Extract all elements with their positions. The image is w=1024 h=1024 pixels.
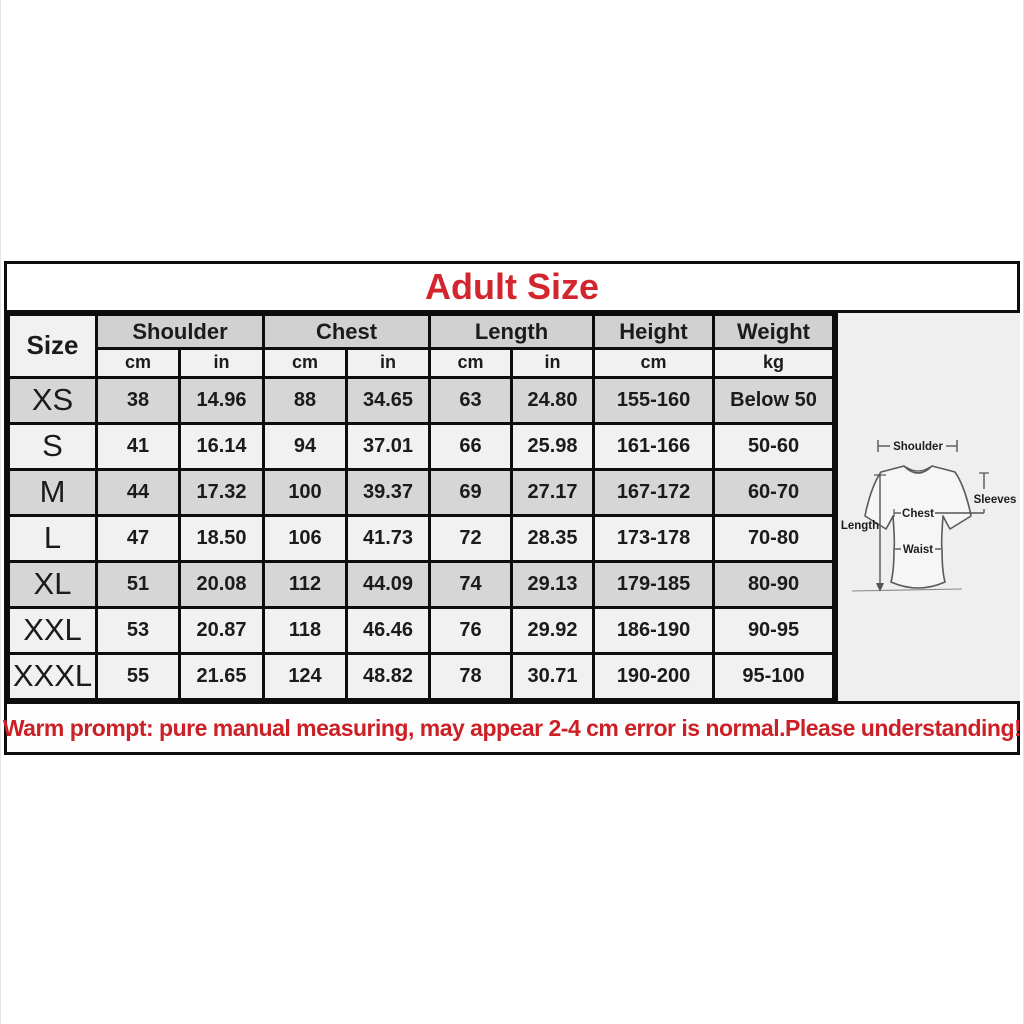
cell-weight-kg: 90-95 bbox=[714, 607, 834, 653]
unit-length-cm: cm bbox=[430, 349, 512, 377]
cell-height-cm: 167-172 bbox=[594, 469, 714, 515]
table-row-s bbox=[9, 423, 834, 469]
cell-shoulder-in: 21.65 bbox=[180, 653, 264, 699]
cell-chest-in: 46.46 bbox=[347, 607, 430, 653]
measurement-diagram-panel bbox=[835, 313, 1020, 701]
cell-shoulder-in: 20.87 bbox=[180, 607, 264, 653]
header-row-units bbox=[9, 349, 834, 377]
cell-shoulder-cm: 38 bbox=[97, 377, 180, 423]
cell-length-cm: 78 bbox=[430, 653, 512, 699]
column-header-weight: Weight bbox=[714, 315, 834, 349]
cell-length-cm: 76 bbox=[430, 607, 512, 653]
diagram-label-sleeves: Sleeves bbox=[973, 494, 1017, 506]
cell-chest-in: 39.37 bbox=[347, 469, 430, 515]
column-header-shoulder: Shoulder bbox=[97, 315, 264, 349]
warning-text: Warm prompt: pure manual measuring, may appear 2-4 cm error is normal.Please understanding! bbox=[2, 714, 1022, 741]
unit-shoulder-in: in bbox=[180, 349, 264, 377]
tshirt-outline bbox=[865, 466, 971, 588]
unit-weight-kg: kg bbox=[714, 349, 834, 377]
tshirt-measurement-diagram bbox=[838, 313, 1020, 705]
cell-length-cm: 72 bbox=[430, 515, 512, 561]
size-chart-sheet bbox=[4, 261, 1020, 755]
cell-shoulder-cm: 55 bbox=[97, 653, 180, 699]
cell-weight-kg: 95-100 bbox=[714, 653, 834, 699]
cell-shoulder-in: 14.96 bbox=[180, 377, 264, 423]
table-row-xl bbox=[9, 561, 834, 607]
size-label: XXXL bbox=[9, 653, 97, 699]
cell-weight-kg: 80-90 bbox=[714, 561, 834, 607]
cell-shoulder-cm: 51 bbox=[97, 561, 180, 607]
diagram-label-waist: Waist bbox=[902, 544, 934, 556]
cell-height-cm: 155-160 bbox=[594, 377, 714, 423]
cell-chest-in: 48.82 bbox=[347, 653, 430, 699]
cell-chest-cm: 118 bbox=[264, 607, 347, 653]
size-label: XL bbox=[9, 561, 97, 607]
cell-length-in: 29.92 bbox=[512, 607, 594, 653]
warning-bar bbox=[2, 701, 1022, 752]
size-label: XS bbox=[9, 377, 97, 423]
table-row-l bbox=[9, 515, 834, 561]
unit-chest-cm: cm bbox=[264, 349, 347, 377]
cell-chest-in: 34.65 bbox=[347, 377, 430, 423]
table-row-xs bbox=[9, 377, 834, 423]
cell-shoulder-in: 18.50 bbox=[180, 515, 264, 561]
cell-height-cm: 179-185 bbox=[594, 561, 714, 607]
table-row-xxl bbox=[9, 607, 834, 653]
cell-chest-cm: 106 bbox=[264, 515, 347, 561]
cell-shoulder-cm: 41 bbox=[97, 423, 180, 469]
page-title: Adult Size bbox=[424, 266, 599, 307]
cell-shoulder-cm: 44 bbox=[97, 469, 180, 515]
cell-shoulder-in: 16.14 bbox=[180, 423, 264, 469]
header-row-groups bbox=[9, 315, 834, 349]
table-row-xxxl bbox=[9, 653, 834, 699]
cell-weight-kg: Below 50 bbox=[714, 377, 834, 423]
cell-length-in: 29.13 bbox=[512, 561, 594, 607]
cell-chest-cm: 124 bbox=[264, 653, 347, 699]
cell-height-cm: 173-178 bbox=[594, 515, 714, 561]
cell-length-in: 25.98 bbox=[512, 423, 594, 469]
size-label: XXL bbox=[9, 607, 97, 653]
cell-length-cm: 69 bbox=[430, 469, 512, 515]
diagram-label-length: Length bbox=[840, 520, 880, 532]
unit-length-in: in bbox=[512, 349, 594, 377]
chart-content bbox=[7, 313, 1017, 701]
cell-shoulder-in: 17.32 bbox=[180, 469, 264, 515]
diagram-label-chest: Chest bbox=[902, 508, 934, 520]
diagram-label-shoulder: Shoulder bbox=[893, 441, 943, 453]
cell-shoulder-cm: 53 bbox=[97, 607, 180, 653]
cell-shoulder-in: 20.08 bbox=[180, 561, 264, 607]
title-bar bbox=[7, 264, 1017, 313]
column-header-size: Size bbox=[9, 315, 97, 378]
cell-length-in: 27.17 bbox=[512, 469, 594, 515]
cell-chest-in: 37.01 bbox=[347, 423, 430, 469]
column-header-length: Length bbox=[430, 315, 594, 349]
cell-weight-kg: 50-60 bbox=[714, 423, 834, 469]
cell-length-in: 28.35 bbox=[512, 515, 594, 561]
cell-length-in: 24.80 bbox=[512, 377, 594, 423]
cell-length-in: 30.71 bbox=[512, 653, 594, 699]
cell-weight-kg: 70-80 bbox=[714, 515, 834, 561]
cell-height-cm: 186-190 bbox=[594, 607, 714, 653]
cell-chest-cm: 88 bbox=[264, 377, 347, 423]
unit-chest-in: in bbox=[347, 349, 430, 377]
cell-chest-in: 41.73 bbox=[347, 515, 430, 561]
table-row-m bbox=[9, 469, 834, 515]
cell-height-cm: 161-166 bbox=[594, 423, 714, 469]
cell-length-cm: 74 bbox=[430, 561, 512, 607]
cell-weight-kg: 60-70 bbox=[714, 469, 834, 515]
unit-height-cm: cm bbox=[594, 349, 714, 377]
unit-shoulder-cm: cm bbox=[97, 349, 180, 377]
cell-length-cm: 63 bbox=[430, 377, 512, 423]
cell-chest-cm: 112 bbox=[264, 561, 347, 607]
size-label: M bbox=[9, 469, 97, 515]
cell-height-cm: 190-200 bbox=[594, 653, 714, 699]
size-label: L bbox=[9, 515, 97, 561]
size-label: S bbox=[9, 423, 97, 469]
cell-length-cm: 66 bbox=[430, 423, 512, 469]
cell-chest-cm: 100 bbox=[264, 469, 347, 515]
cell-chest-cm: 94 bbox=[264, 423, 347, 469]
column-header-height: Height bbox=[594, 315, 714, 349]
size-table bbox=[7, 313, 835, 701]
cell-chest-in: 44.09 bbox=[347, 561, 430, 607]
cell-shoulder-cm: 47 bbox=[97, 515, 180, 561]
column-header-chest: Chest bbox=[264, 315, 430, 349]
